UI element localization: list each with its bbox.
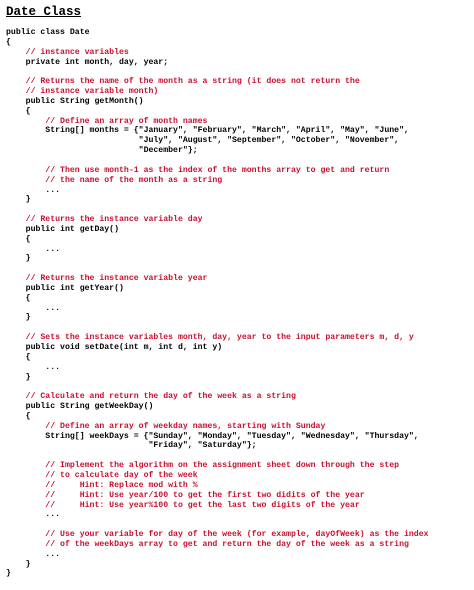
code-line: public String getMonth() xyxy=(6,96,144,106)
code-line: public class Date xyxy=(6,28,90,37)
code-line: ... xyxy=(6,303,61,313)
code-line: public int getDay() xyxy=(6,224,120,234)
comment-line: // to calculate day of the week xyxy=(6,470,198,480)
code-line: } xyxy=(6,569,11,579)
code-line: { xyxy=(6,106,31,116)
code-line: ... xyxy=(6,549,61,559)
comment-line: // instance variables xyxy=(6,47,129,57)
comment-line: // Hint: Use year%100 to get the last two digits of the year xyxy=(6,500,360,510)
code-line: ... xyxy=(6,510,61,520)
code-line: private int month, day, year; xyxy=(6,57,169,67)
code-line: String[] months = {"January", "February", "March", "April", "May", "June", xyxy=(6,126,409,136)
code-line: public void setDate(int m, int d, int y) xyxy=(6,343,223,352)
comment-line: // instance variable month) xyxy=(6,87,159,97)
code-line: } xyxy=(6,195,31,205)
code-line: { xyxy=(6,37,11,47)
code-line: } xyxy=(6,372,31,382)
comment-line: // Returns the instance variable day xyxy=(6,215,203,225)
comment-line: // Use your variable for day of the week (for example, dayOfWeek) as the index xyxy=(6,530,429,540)
blank-line xyxy=(6,323,429,333)
comment-line: // Implement the algorithm on the assignment sheet down through the step xyxy=(6,461,400,471)
code-block xyxy=(6,28,429,579)
blank-line xyxy=(6,520,429,530)
code-line: { xyxy=(6,293,31,303)
comment-line: // of the weekDays array to get and return the day of the week as a string xyxy=(6,539,409,549)
comment-line: // Returns the instance variable year xyxy=(6,274,208,284)
code-line: public int getYear() xyxy=(6,283,124,293)
comment-line: // Hint: Use year/100 to get the first two didits of the year xyxy=(6,490,365,500)
code-line: { xyxy=(6,411,31,421)
code-line: ... xyxy=(6,244,61,254)
code-line: } xyxy=(6,254,31,264)
code-line: ... xyxy=(6,362,61,372)
code-line: public String getWeekDay() xyxy=(6,402,154,412)
blank-line xyxy=(6,382,429,392)
comment-line: // Sets the instance variables month, day, year to the input parameters m, d, y xyxy=(6,333,414,343)
code-line: { xyxy=(6,352,31,362)
code-line: "Friday", "Saturday"}; xyxy=(6,441,257,451)
comment-line: // Returns the name of the month as a string (it does not return the xyxy=(6,77,360,87)
comment-line: // the name of the month as a string xyxy=(6,175,223,185)
blank-line xyxy=(6,205,429,215)
blank-line xyxy=(6,451,429,461)
blank-line xyxy=(6,67,429,77)
code-line: String[] weekDays = {"Sunday", "Monday", "Tuesday", "Wednesday", "Thursday", xyxy=(6,431,419,441)
code-line: "December"}; xyxy=(6,146,198,156)
code-line: } xyxy=(6,559,31,569)
document-title: Date Class xyxy=(6,5,82,19)
comment-line: // Hint: Replace mod with % xyxy=(6,480,198,490)
blank-line xyxy=(6,264,429,274)
comment-line: // Calculate and return the day of the week as a string xyxy=(6,392,296,402)
code-line: ... xyxy=(6,185,61,195)
code-line: "July", "August", "September", "October", "November", xyxy=(6,136,400,146)
comment-line: // Then use month-1 as the index of the months array to get and return xyxy=(6,165,390,175)
comment-line: // Define an array of month names xyxy=(6,116,208,126)
code-line: } xyxy=(6,313,31,323)
comment-line: // Define an array of weekday names, starting with Sunday xyxy=(6,421,326,431)
blank-line xyxy=(6,156,429,166)
code-line: { xyxy=(6,234,31,244)
